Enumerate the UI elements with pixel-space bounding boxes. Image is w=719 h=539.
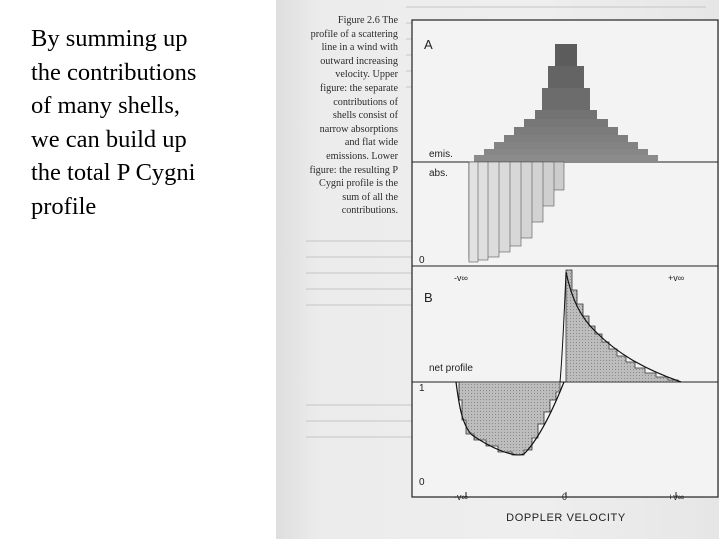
caption-line: figure: the resulting P xyxy=(309,164,398,176)
abs-label: abs. xyxy=(429,168,448,179)
emission-shell xyxy=(555,44,577,66)
caption-line: Figure 2.6 The xyxy=(337,15,398,26)
slide-line: we can build up xyxy=(31,125,187,153)
caption-line: contributions. xyxy=(341,205,398,217)
net-profile-label: net profile xyxy=(429,363,473,374)
panel-a-zero: 0 xyxy=(419,255,425,266)
caption-line: and flat wide xyxy=(344,137,398,149)
panel-b-zero: 0 xyxy=(419,477,425,488)
caption-line: shells consist of xyxy=(332,110,398,122)
caption-line: emissions. Lower xyxy=(326,150,398,162)
slide-line: of many shells, xyxy=(31,92,181,119)
emission-shell xyxy=(474,155,658,162)
panel-a-label: A xyxy=(424,37,433,52)
absorption-shell xyxy=(469,162,478,262)
caption-line: profile of a scattering xyxy=(310,28,398,40)
panel-b-tick-left: -v∞ xyxy=(454,492,468,502)
panel-b-label: B xyxy=(424,290,433,305)
scanned-book-page xyxy=(276,0,719,539)
slide-text xyxy=(31,22,266,223)
caption-line: contributions of xyxy=(333,96,398,108)
caption-line: sum of all the xyxy=(342,191,398,203)
slide-line: the total P Cygni xyxy=(31,159,196,186)
p-cygni-figure xyxy=(276,0,719,539)
panel-b-one: 1 xyxy=(419,383,425,394)
panel-b-tick-center: 0 xyxy=(562,492,568,502)
caption-line: Cygni profile is the xyxy=(319,178,398,190)
caption-line: narrow absorptions xyxy=(319,123,398,135)
caption-line: figure: the separate xyxy=(319,82,398,94)
x-axis-title: DOPPLER VELOCITY xyxy=(506,512,626,524)
slide-line: By summing up xyxy=(31,25,188,52)
caption-line: line in a wind with xyxy=(321,42,398,54)
caption-line: velocity. Upper xyxy=(335,69,398,81)
slide-line: profile xyxy=(31,192,97,220)
caption-line: outward increasing xyxy=(320,55,398,67)
panel-a-tick-left: -v∞ xyxy=(454,273,468,283)
slide-line: the contributions xyxy=(31,58,197,86)
panel-b-tick-right: +v∞ xyxy=(668,492,685,502)
emission-shell xyxy=(524,119,608,127)
emission-shell xyxy=(494,142,638,149)
emission-shell xyxy=(504,135,628,142)
emission-shell xyxy=(484,149,648,155)
emission-shell xyxy=(514,127,618,135)
panel-a-tick-right: +v∞ xyxy=(668,273,685,283)
emis-label: emis. xyxy=(429,149,453,160)
emission-shell xyxy=(542,88,590,110)
emission-shell xyxy=(548,66,584,88)
emission-shell xyxy=(535,110,597,119)
